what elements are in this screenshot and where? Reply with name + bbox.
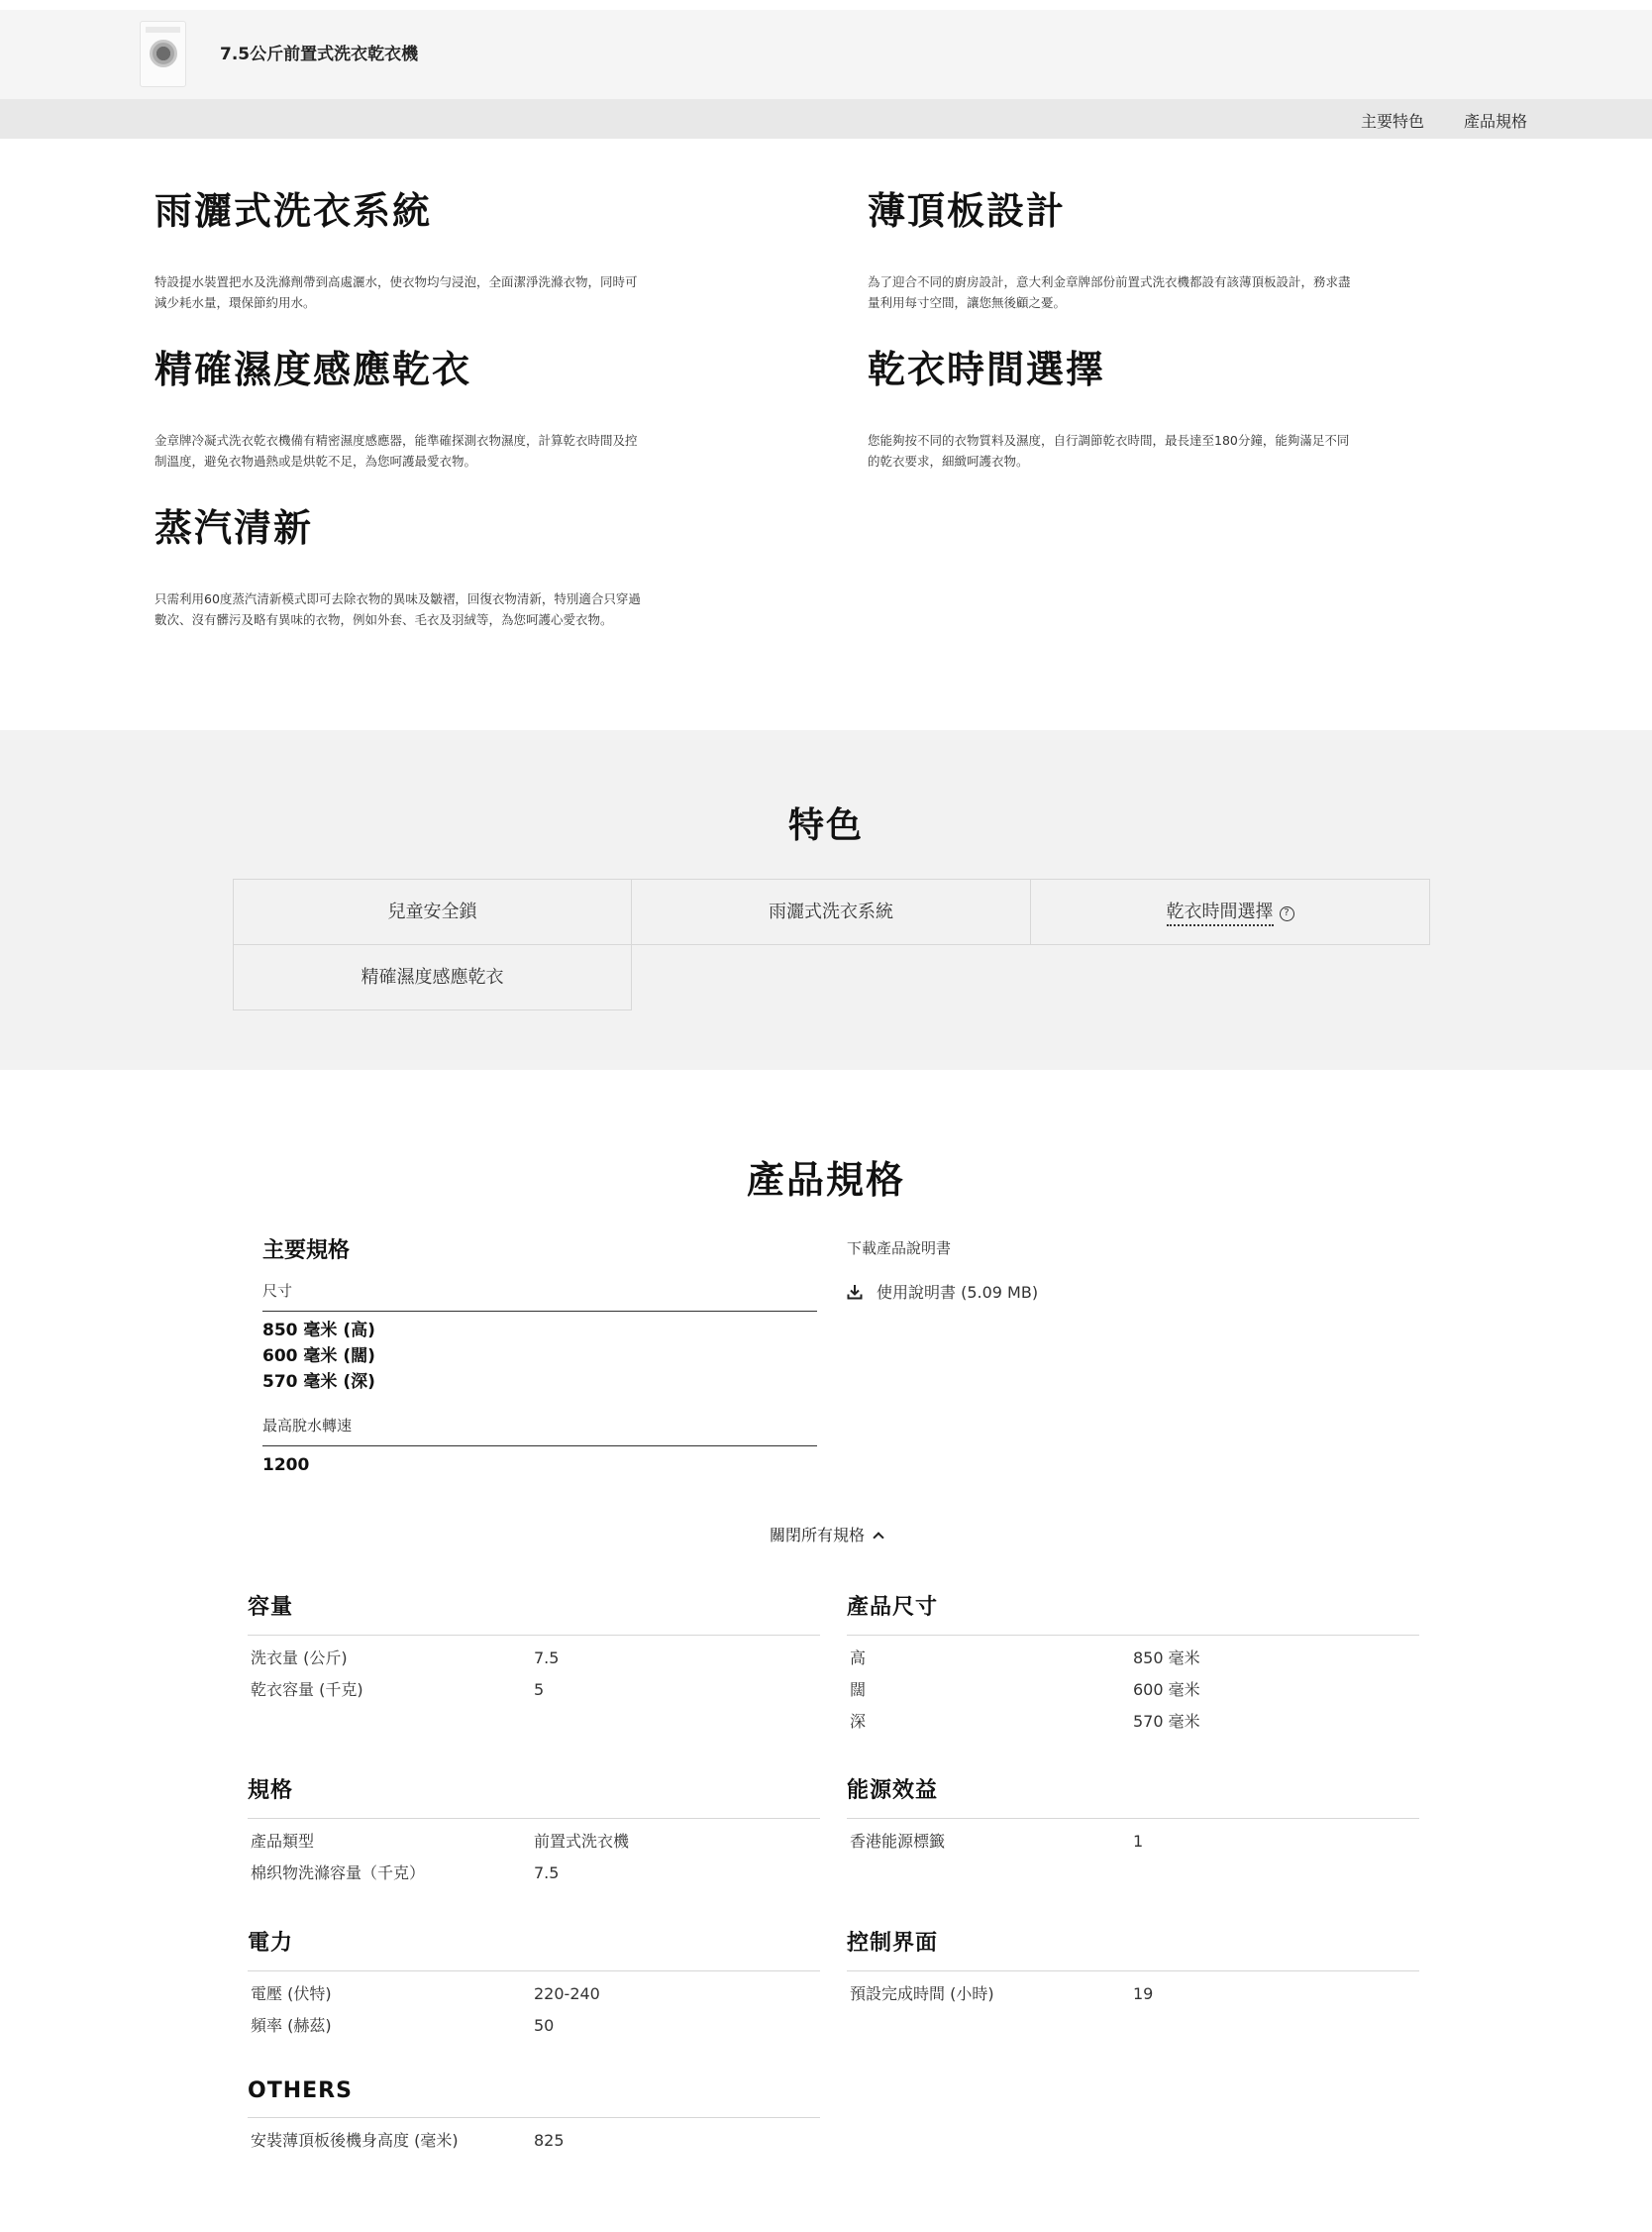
spec-value: 1 bbox=[1133, 1832, 1144, 1851]
highlights-section bbox=[0, 730, 1652, 1070]
spec-row bbox=[248, 1649, 820, 1667]
spec-value: 50 bbox=[534, 2016, 555, 2035]
spec-row bbox=[248, 2132, 820, 2150]
spec-value: 600 毫米 bbox=[1133, 1680, 1200, 1699]
spec-row bbox=[248, 1681, 820, 1699]
spec-group-title: 容量 bbox=[248, 1590, 820, 1636]
spec-value: 前置式洗衣機 bbox=[534, 1832, 630, 1851]
feature-description: 您能夠按不同的衣物質料及濕度，自行調節乾衣時間，最長達至180分鐘，能夠滿足不同的乾衣要求，細緻呵護衣物。 bbox=[868, 433, 1350, 469]
spec-value: 7.5 bbox=[534, 1863, 560, 1882]
download-icon[interactable] bbox=[847, 1284, 863, 1300]
feature-block bbox=[155, 505, 650, 630]
spec-row bbox=[248, 2017, 820, 2035]
spec-value: 19 bbox=[1133, 1984, 1154, 2003]
manual-heading: 下載產品說明書 bbox=[847, 1239, 952, 1257]
highlight-chip bbox=[233, 879, 632, 945]
highlight-chip bbox=[631, 879, 1031, 945]
feature-block bbox=[155, 188, 650, 313]
spec-group-specification bbox=[248, 1773, 820, 1882]
spec-group-dimensions bbox=[847, 1590, 1419, 1731]
help-icon[interactable]: ? bbox=[1280, 906, 1294, 921]
feature-block bbox=[868, 347, 1363, 472]
spec-value: 7.5 bbox=[534, 1648, 560, 1667]
spec-key: 洗衣量 (公斤) bbox=[251, 1648, 348, 1667]
spec-key: 安裝薄頂板後機身高度 (毫米) bbox=[251, 2131, 459, 2150]
spec-value: 220-240 bbox=[534, 1984, 600, 2003]
key-specs bbox=[262, 1233, 817, 1478]
feature-description: 為了迎合不同的廚房設計，意大利金章牌部份前置式洗衣機都設有該薄頂板設計，務求盡量利用每寸空間，讓您無後顧之憂。 bbox=[868, 274, 1351, 310]
highlights-title: 特色 bbox=[787, 805, 864, 846]
specs-title: 產品規格 bbox=[746, 1158, 905, 1202]
spec-key: 香港能源標籤 bbox=[850, 1832, 946, 1851]
spec-row bbox=[847, 1833, 1419, 1851]
spec-key: 頻率 (赫茲) bbox=[251, 2016, 332, 2035]
spec-group-others bbox=[248, 2078, 820, 2150]
nav-specs-link[interactable]: 產品規格 bbox=[1464, 112, 1528, 131]
spec-key: 闊 bbox=[850, 1680, 867, 1699]
spec-group-title: 電力 bbox=[248, 1926, 820, 1971]
key-specs-title: 主要規格 bbox=[262, 1238, 351, 1263]
feature-title: 乾衣時間選擇 bbox=[868, 348, 1106, 391]
spec-row bbox=[847, 1649, 1419, 1667]
collapse-all-specs-button[interactable] bbox=[0, 1523, 1652, 1545]
spec-row bbox=[847, 1713, 1419, 1731]
highlight-chip[interactable] bbox=[1030, 879, 1430, 945]
spec-value: 825 bbox=[534, 2131, 565, 2150]
feature-description: 只需利用60度蒸汽清新模式即可去除衣物的異味及皺褶，回復衣物清新，特別適合只穿過數次、沒有髒污及略有異味的衣物，例如外套、毛衣及羽絨等，為您呵護心愛衣物。 bbox=[155, 591, 641, 627]
spec-key: 深 bbox=[850, 1712, 867, 1731]
spec-group-title: 規格 bbox=[248, 1773, 820, 1819]
spec-row bbox=[847, 1681, 1419, 1699]
spec-group-title: OTHERS bbox=[248, 2078, 820, 2118]
spec-group-title: 能源效益 bbox=[847, 1773, 1419, 1819]
spec-value: 570 毫米 bbox=[1133, 1712, 1200, 1731]
feature-title: 精確濕度感應乾衣 bbox=[155, 348, 472, 391]
highlight-label[interactable]: 乾衣時間選擇 bbox=[1167, 902, 1274, 926]
spec-key: 電壓 (伏特) bbox=[251, 1984, 332, 2003]
spec-row bbox=[248, 1864, 820, 1882]
manual-download bbox=[847, 1237, 1038, 1303]
manual-link-label[interactable]: 使用說明書 (5.09 MB) bbox=[877, 1283, 1039, 1302]
dimension-height: 850 毫米 (高) bbox=[262, 1321, 375, 1340]
chevron-up-icon[interactable] bbox=[873, 1532, 883, 1542]
control-panel-graphic bbox=[146, 27, 180, 33]
dimensions-value bbox=[262, 1318, 817, 1395]
section-nav bbox=[0, 99, 1652, 139]
spec-row bbox=[248, 1833, 820, 1851]
highlight-label: 雨灑式洗衣系統 bbox=[769, 902, 893, 922]
spin-speed-value: 1200 bbox=[262, 1455, 310, 1475]
feature-block bbox=[868, 188, 1363, 313]
spec-key: 預設完成時間 (小時) bbox=[850, 1984, 994, 2003]
spec-group-title: 控制界面 bbox=[847, 1926, 1419, 1971]
spec-group-control bbox=[847, 1926, 1419, 2003]
spec-value: 850 毫米 bbox=[1133, 1648, 1200, 1667]
spec-row bbox=[847, 1985, 1419, 2003]
spec-group-title: 產品尺寸 bbox=[847, 1590, 1419, 1636]
spin-speed-label: 最高脫水轉速 bbox=[262, 1415, 817, 1446]
nav-features-link[interactable]: 主要特色 bbox=[1361, 112, 1425, 131]
spec-group-capacity bbox=[248, 1590, 820, 1699]
spec-row bbox=[248, 1985, 820, 2003]
product-thumbnail bbox=[140, 21, 186, 87]
spec-key: 乾衣容量 (千克) bbox=[251, 1680, 363, 1699]
spec-key: 高 bbox=[850, 1648, 867, 1667]
feature-title: 雨灑式洗衣系統 bbox=[155, 189, 433, 233]
dimensions-label: 尺寸 bbox=[262, 1280, 817, 1312]
collapse-all-label[interactable]: 關閉所有規格 bbox=[769, 1526, 865, 1544]
spec-group-power bbox=[248, 1926, 820, 2035]
spec-value: 5 bbox=[534, 1680, 545, 1699]
spec-group-energy bbox=[847, 1773, 1419, 1851]
highlight-label: 精確濕度感應乾衣 bbox=[361, 967, 504, 988]
spec-key: 棉织物洗滌容量（千克） bbox=[251, 1863, 426, 1882]
feature-title: 蒸汽清新 bbox=[155, 506, 314, 550]
washer-door-graphic bbox=[150, 40, 177, 67]
feature-description: 特設提水裝置把水及洗滌劑帶到高處灑水，使衣物均勻浸泡，全面潔淨洗滌衣物，同時可減少耗水量，環保節約用水。 bbox=[155, 274, 638, 310]
dimension-depth: 570 毫米 (深) bbox=[262, 1372, 375, 1392]
highlight-chip bbox=[233, 944, 632, 1010]
product-name: 7.5公斤前置式洗衣乾衣機 bbox=[220, 45, 419, 64]
highlight-label: 兒童安全鎖 bbox=[387, 902, 477, 922]
feature-description: 金章牌冷凝式洗衣乾衣機備有精密濕度感應器，能準確探測衣物濕度，計算乾衣時間及控制溫度，避免衣物過熱或是烘乾不足，為您呵護最愛衣物。 bbox=[155, 433, 638, 469]
feature-title: 薄頂板設計 bbox=[868, 189, 1067, 233]
product-header bbox=[0, 10, 1652, 99]
dimension-width: 600 毫米 (闊) bbox=[262, 1346, 375, 1366]
manual-download-link[interactable] bbox=[847, 1280, 1038, 1303]
feature-block bbox=[155, 347, 650, 472]
spec-key: 產品類型 bbox=[251, 1832, 315, 1851]
